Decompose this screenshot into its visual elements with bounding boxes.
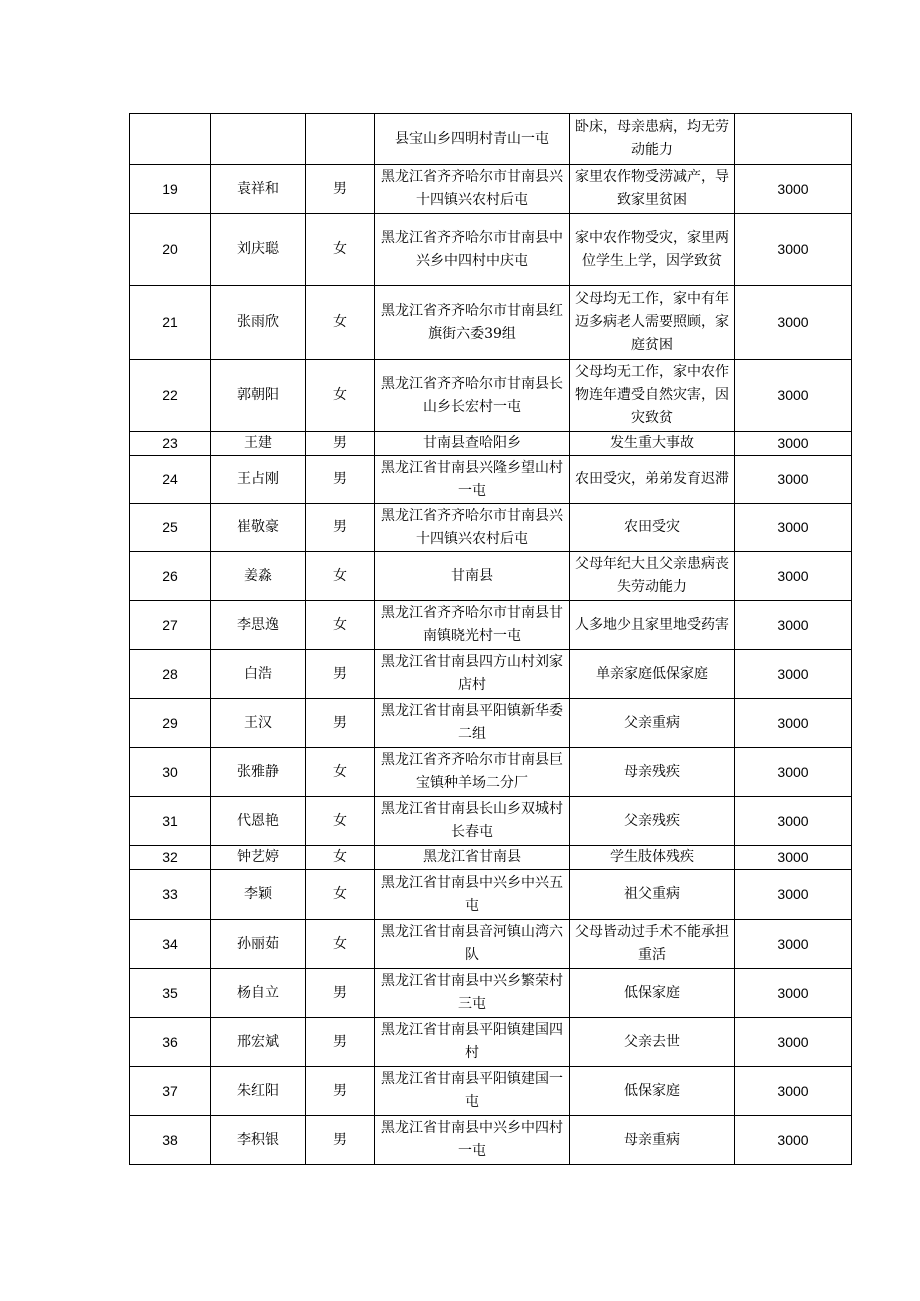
cell-gender: 男 [306,504,375,552]
cell-amount [735,114,852,165]
cell-address: 黑龙江省甘南县 [375,846,570,870]
cell-amount: 3000 [735,846,852,870]
cell-amount: 3000 [735,650,852,699]
cell-reason: 低保家庭 [570,969,735,1018]
cell-reason: 父母均无工作，家中农作物连年遭受自然灾害，因灾致贫 [570,360,735,432]
cell-number: 24 [130,456,211,504]
cell-amount: 3000 [735,165,852,214]
table-row [130,214,852,286]
cell-reason: 父亲残疾 [570,797,735,846]
table-row [130,969,852,1018]
cell-address: 黑龙江省齐齐哈尔市甘南县长山乡长宏村一屯 [375,360,570,432]
cell-name: 李积银 [211,1116,306,1165]
cell-amount: 3000 [735,797,852,846]
cell-reason: 发生重大事故 [570,432,735,456]
cell-number: 38 [130,1116,211,1165]
cell-address: 黑龙江省甘南县四方山村刘家店村 [375,650,570,699]
cell-number: 36 [130,1018,211,1067]
cell-amount: 3000 [735,920,852,969]
cell-gender: 男 [306,432,375,456]
table-row [130,920,852,969]
table-row [130,699,852,748]
cell-address: 黑龙江省齐齐哈尔市甘南县红旗街六委39组 [375,286,570,360]
cell-amount: 3000 [735,699,852,748]
cell-reason: 人多地少且家里地受药害 [570,601,735,650]
table-row [130,286,852,360]
cell-name: 姜淼 [211,552,306,601]
cell-reason: 母亲残疾 [570,748,735,797]
cell-name: 李颖 [211,870,306,920]
table-row [130,748,852,797]
cell-address: 黑龙江省甘南县中兴乡中四村一屯 [375,1116,570,1165]
cell-name: 代恩艳 [211,797,306,846]
cell-gender: 男 [306,1018,375,1067]
table-row [130,552,852,601]
cell-amount: 3000 [735,1067,852,1116]
cell-number: 23 [130,432,211,456]
cell-address: 黑龙江省齐齐哈尔市甘南县兴十四镇兴农村后屯 [375,165,570,214]
cell-name: 孙丽茹 [211,920,306,969]
cell-address: 黑龙江省甘南县平阳镇建国一屯 [375,1067,570,1116]
table-row [130,797,852,846]
cell-address: 黑龙江省甘南县长山乡双城村长春屯 [375,797,570,846]
table-row [130,114,852,165]
cell-amount: 3000 [735,1018,852,1067]
cell-number: 19 [130,165,211,214]
cell-number: 22 [130,360,211,432]
cell-gender: 女 [306,748,375,797]
cell-reason: 农田受灾 [570,504,735,552]
table-row [130,870,852,920]
cell-amount: 3000 [735,214,852,286]
table-row [130,360,852,432]
cell-address: 黑龙江省甘南县中兴乡中兴五屯 [375,870,570,920]
cell-number: 33 [130,870,211,920]
cell-number: 31 [130,797,211,846]
cell-name: 白浩 [211,650,306,699]
cell-number: 35 [130,969,211,1018]
cell-address: 黑龙江省齐齐哈尔市甘南县甘南镇晓光村一屯 [375,601,570,650]
table-row [130,1067,852,1116]
cell-number: 28 [130,650,211,699]
cell-name: 朱红阳 [211,1067,306,1116]
cell-name: 张雨欣 [211,286,306,360]
cell-gender: 男 [306,1116,375,1165]
table-body [130,114,852,1165]
cell-reason: 父母均无工作，家中有年迈多病老人需要照顾，家庭贫困 [570,286,735,360]
table-row [130,846,852,870]
cell-number: 20 [130,214,211,286]
cell-number: 34 [130,920,211,969]
cell-address: 黑龙江省齐齐哈尔市甘南县中兴乡中四村中庆屯 [375,214,570,286]
cell-reason: 农田受灾，弟弟发育迟滞 [570,456,735,504]
cell-gender: 男 [306,699,375,748]
table-row [130,1116,852,1165]
cell-address: 甘南县查哈阳乡 [375,432,570,456]
table-row [130,601,852,650]
cell-gender: 男 [306,969,375,1018]
cell-reason: 学生肢体残疾 [570,846,735,870]
cell-amount: 3000 [735,601,852,650]
cell-name: 钟艺婷 [211,846,306,870]
cell-reason: 父母皆动过手术不能承担重活 [570,920,735,969]
cell-amount: 3000 [735,552,852,601]
cell-amount: 3000 [735,969,852,1018]
table-row [130,1018,852,1067]
cell-amount: 3000 [735,360,852,432]
cell-gender: 女 [306,286,375,360]
cell-reason: 父亲去世 [570,1018,735,1067]
cell-gender: 女 [306,846,375,870]
cell-number: 27 [130,601,211,650]
cell-address: 黑龙江省甘南县中兴乡繁荣村三屯 [375,969,570,1018]
cell-reason: 父母年纪大且父亲患病丧失劳动能力 [570,552,735,601]
cell-name: 王建 [211,432,306,456]
cell-number: 30 [130,748,211,797]
table-row [130,650,852,699]
cell-name: 崔敬豪 [211,504,306,552]
cell-amount: 3000 [735,1116,852,1165]
cell-name: 王占刚 [211,456,306,504]
cell-reason: 母亲重病 [570,1116,735,1165]
cell-name: 袁祥和 [211,165,306,214]
cell-gender: 女 [306,920,375,969]
table-row [130,165,852,214]
cell-reason: 家中农作物受灾，家里两位学生上学，因学致贫 [570,214,735,286]
cell-gender: 女 [306,214,375,286]
cell-number: 37 [130,1067,211,1116]
cell-gender: 男 [306,456,375,504]
cell-address: 黑龙江省甘南县兴隆乡望山村一屯 [375,456,570,504]
cell-gender: 女 [306,601,375,650]
table-row [130,504,852,552]
cell-reason: 家里农作物受涝减产，导致家里贫困 [570,165,735,214]
cell-name: 杨自立 [211,969,306,1018]
cell-address: 县宝山乡四明村青山一屯 [375,114,570,165]
cell-number: 29 [130,699,211,748]
cell-name: 刘庆聪 [211,214,306,286]
cell-number: 21 [130,286,211,360]
cell-number: 32 [130,846,211,870]
cell-amount: 3000 [735,504,852,552]
cell-number: 25 [130,504,211,552]
cell-number: 26 [130,552,211,601]
cell-gender: 男 [306,650,375,699]
table-row [130,432,852,456]
cell-number [130,114,211,165]
cell-reason: 低保家庭 [570,1067,735,1116]
cell-gender [306,114,375,165]
cell-reason: 卧床，母亲患病，均无劳动能力 [570,114,735,165]
cell-address: 黑龙江省甘南县平阳镇建国四村 [375,1018,570,1067]
cell-name: 邢宏斌 [211,1018,306,1067]
cell-name: 李思逸 [211,601,306,650]
cell-address: 黑龙江省甘南县平阳镇新华委二组 [375,699,570,748]
student-aid-table [129,113,852,1165]
cell-address: 黑龙江省齐齐哈尔市甘南县兴十四镇兴农村后屯 [375,504,570,552]
table-row [130,456,852,504]
cell-name: 郭朝阳 [211,360,306,432]
cell-amount: 3000 [735,748,852,797]
cell-gender: 男 [306,1067,375,1116]
cell-name: 张雅静 [211,748,306,797]
cell-name: 王汉 [211,699,306,748]
cell-address: 黑龙江省甘南县音河镇山湾六队 [375,920,570,969]
cell-gender: 女 [306,360,375,432]
cell-gender: 男 [306,165,375,214]
cell-amount: 3000 [735,870,852,920]
cell-gender: 女 [306,797,375,846]
cell-gender: 女 [306,870,375,920]
cell-amount: 3000 [735,286,852,360]
cell-address: 甘南县 [375,552,570,601]
cell-address: 黑龙江省齐齐哈尔市甘南县巨宝镇种羊场二分厂 [375,748,570,797]
cell-name [211,114,306,165]
cell-amount: 3000 [735,456,852,504]
cell-amount: 3000 [735,432,852,456]
cell-reason: 父亲重病 [570,699,735,748]
cell-gender: 女 [306,552,375,601]
cell-reason: 单亲家庭低保家庭 [570,650,735,699]
cell-reason: 祖父重病 [570,870,735,920]
